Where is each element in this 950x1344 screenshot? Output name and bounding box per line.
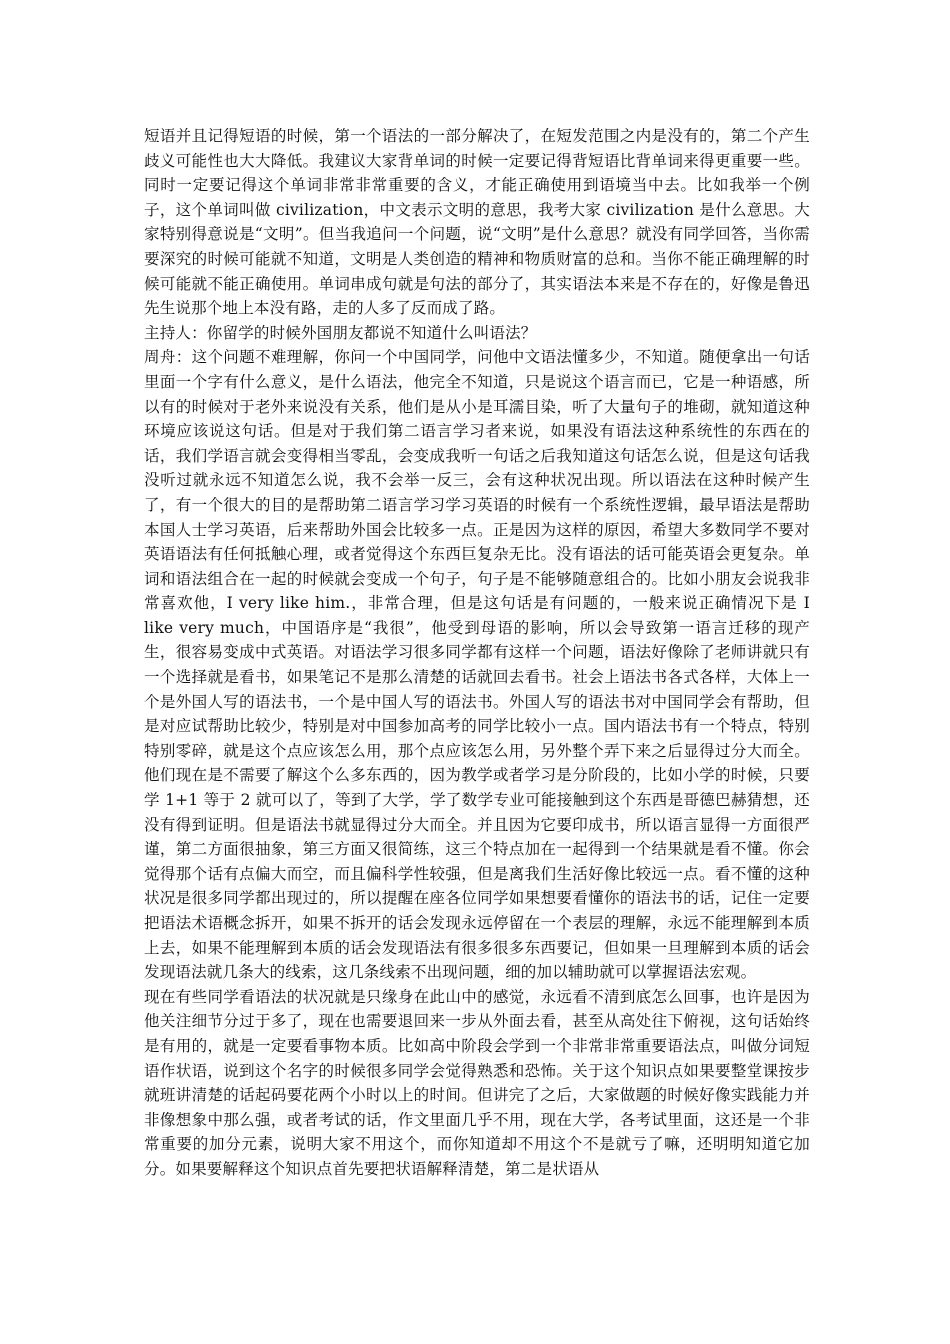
document-body (144, 124, 810, 1182)
paragraph-zhouzhou-answer: 周舟：这个问题不难理解，你问一个中国同学，问他中文语法懂多少，不知道。随便拿出一句话里面一个字有什么意义，是什么语法，他完全不知道，只是说这个语言而已，它是一种语感，所以有的时候对于老外来说没有关系，他们是从小是耳濡目染，听了大量句子的堆砌，就知道这种环境应该说这句话。但是对于我们第二语言学习者来说，如果没有语法这种系统性的东西在的话，我们学语言就会变得相当零乱，会变成我听一句话之后我知道这句话怎么说，但是这句话我没听过就永远不知道怎么说，我不会举一反三，会有这种状况出现。所以语法在这种时候产生了，有一个很大的目的是帮助第二语言学习学习英语的时候有一个系统性逻辑，最早语法是帮助本国人士学习英语，后来帮助外国会比较多一点。正是因为这样的原因，希望大多数同学不要对英语语法有任何抵触心理，或者觉得这个东西巨复杂无比。没有语法的话可能英语会更复杂。单词和语法组合在一起的时候就会变成一个句子，句子是不能够随意组合的。比如小朋友会说我非常喜欢他，I very like him.，非常合理，但是这句话是有问题的，一般来说正确情况下是 I like very much，中国语序是“我很”，他受到母语的影响，所以会导致第一语言迁移的现产生，很容易变成中式英语。对语法学习很多同学都有这样一个问题，语法好像除了老师讲就只有一个选择就是看书，如果笔记不是那么清楚的话就回去看书。社会上语法书各式各样，大体上一个是外国人写的语法书，一个是中国人写的语法书。外国人写的语法书对中国同学会有帮助，但是对应试帮助比较少，特别是对中国参加高考的同学比较小一点。国内语法书有一个特点，特别特别零碎，就是这个点应该怎么用，那个点应该怎么用，另外整个弄下来之后显得过分大而全。他们现在是不需要了解这个么多东西的，因为教学或者学习是分阶段的，比如小学的时候，只要学 1+1 等于 2 就可以了，等到了大学，学了数学专业可能接触到这个东西是哥德巴赫猜想，还没有得到证明。但是语法书就显得过分大而全。并且因为它要印成书，所以语言显得一方面很严谨，第二方面很抽象，第三方面又很简练，这三个特点加在一起得到一个结果就是看不懂。你会觉得那个话有点偏大而空，而且偏科学性较强，但是离我们生活好像比较远一点。看不懂的这种状况是很多同学都出现过的，所以提醒在座各位同学如果想要看懂你的语法书的话，记住一定要把语法术语概念拆开，如果不拆开的话会发现永远停留在一个表层的理解，永远不能理解到本质上去，如果不能理解到本质的话会发现语法有很多很多东西要记，但如果一旦理解到本质的话会发现语法就几条大的线索，这几条线索不出现问题，细的加以辅助就可以掌握语法宏观。 (144, 348, 810, 982)
paragraph-host-question: 主持人：你留学的时候外国朋友都说不知道什么叫语法？ (144, 323, 537, 342)
paragraph-vocabulary-phrases: 短语并且记得短语的时候，第一个语法的一部分解决了，在短发范围之内是没有的，第二个产生歧义可能性也大大降低。我建议大家背单词的时候一定要记得背短语比背单词来得更重要一些。同时一定要记得这个单词非常非常重要的含义，才能正确使用到语境当中去。比如我举一个例子，这个单词叫做 civilization，中文表示文明的意思，我考大家 civilization 是什么意思。大家特别得意说是“文明”。但当我追问一个问题，说“文明”是什么意思？就没有同学回答，当你需要深究的时候可能就不知道，文明是人类创造的精神和物质财富的总和。当你不能正确理解的时候可能就不能正确使用。单词串成句就是句法的部分了，其实语法本来是不存在的，好像是鲁迅先生说那个地上本没有路，走的人多了反而成了路。 (144, 127, 810, 318)
paragraph-grammar-perspective: 现在有些同学看语法的状况就是只缘身在此山中的感觉，永远看不清到底怎么回事，也许是因为他关注细节分过于多了，现在也需要退回来一步从外面去看，甚至从高处往下俯视，这句话始终是有用的，就是一定要看事物本质。比如高中阶段会学到一个非常非常重要语法点，叫做分词短语作状语，说到这个名字的时候很多同学会觉得熟悉和恐怖。关于这个知识点如果要整堂课按步就班讲清楚的话起码要花两个小时以上的时间。但讲完了之后，大家做题的时候好像实践能力并非像想象中那么强，或者考试的话，作文里面几乎不用，现在大学，各考试里面，这还是一个非常重要的加分元素，说明大家不用这个，而你知道却不用这个不是就亏了嘛，还明明知道它加分。如果要解释这个知识点首先要把状语解释清楚，第二是状语从 (144, 987, 810, 1178)
